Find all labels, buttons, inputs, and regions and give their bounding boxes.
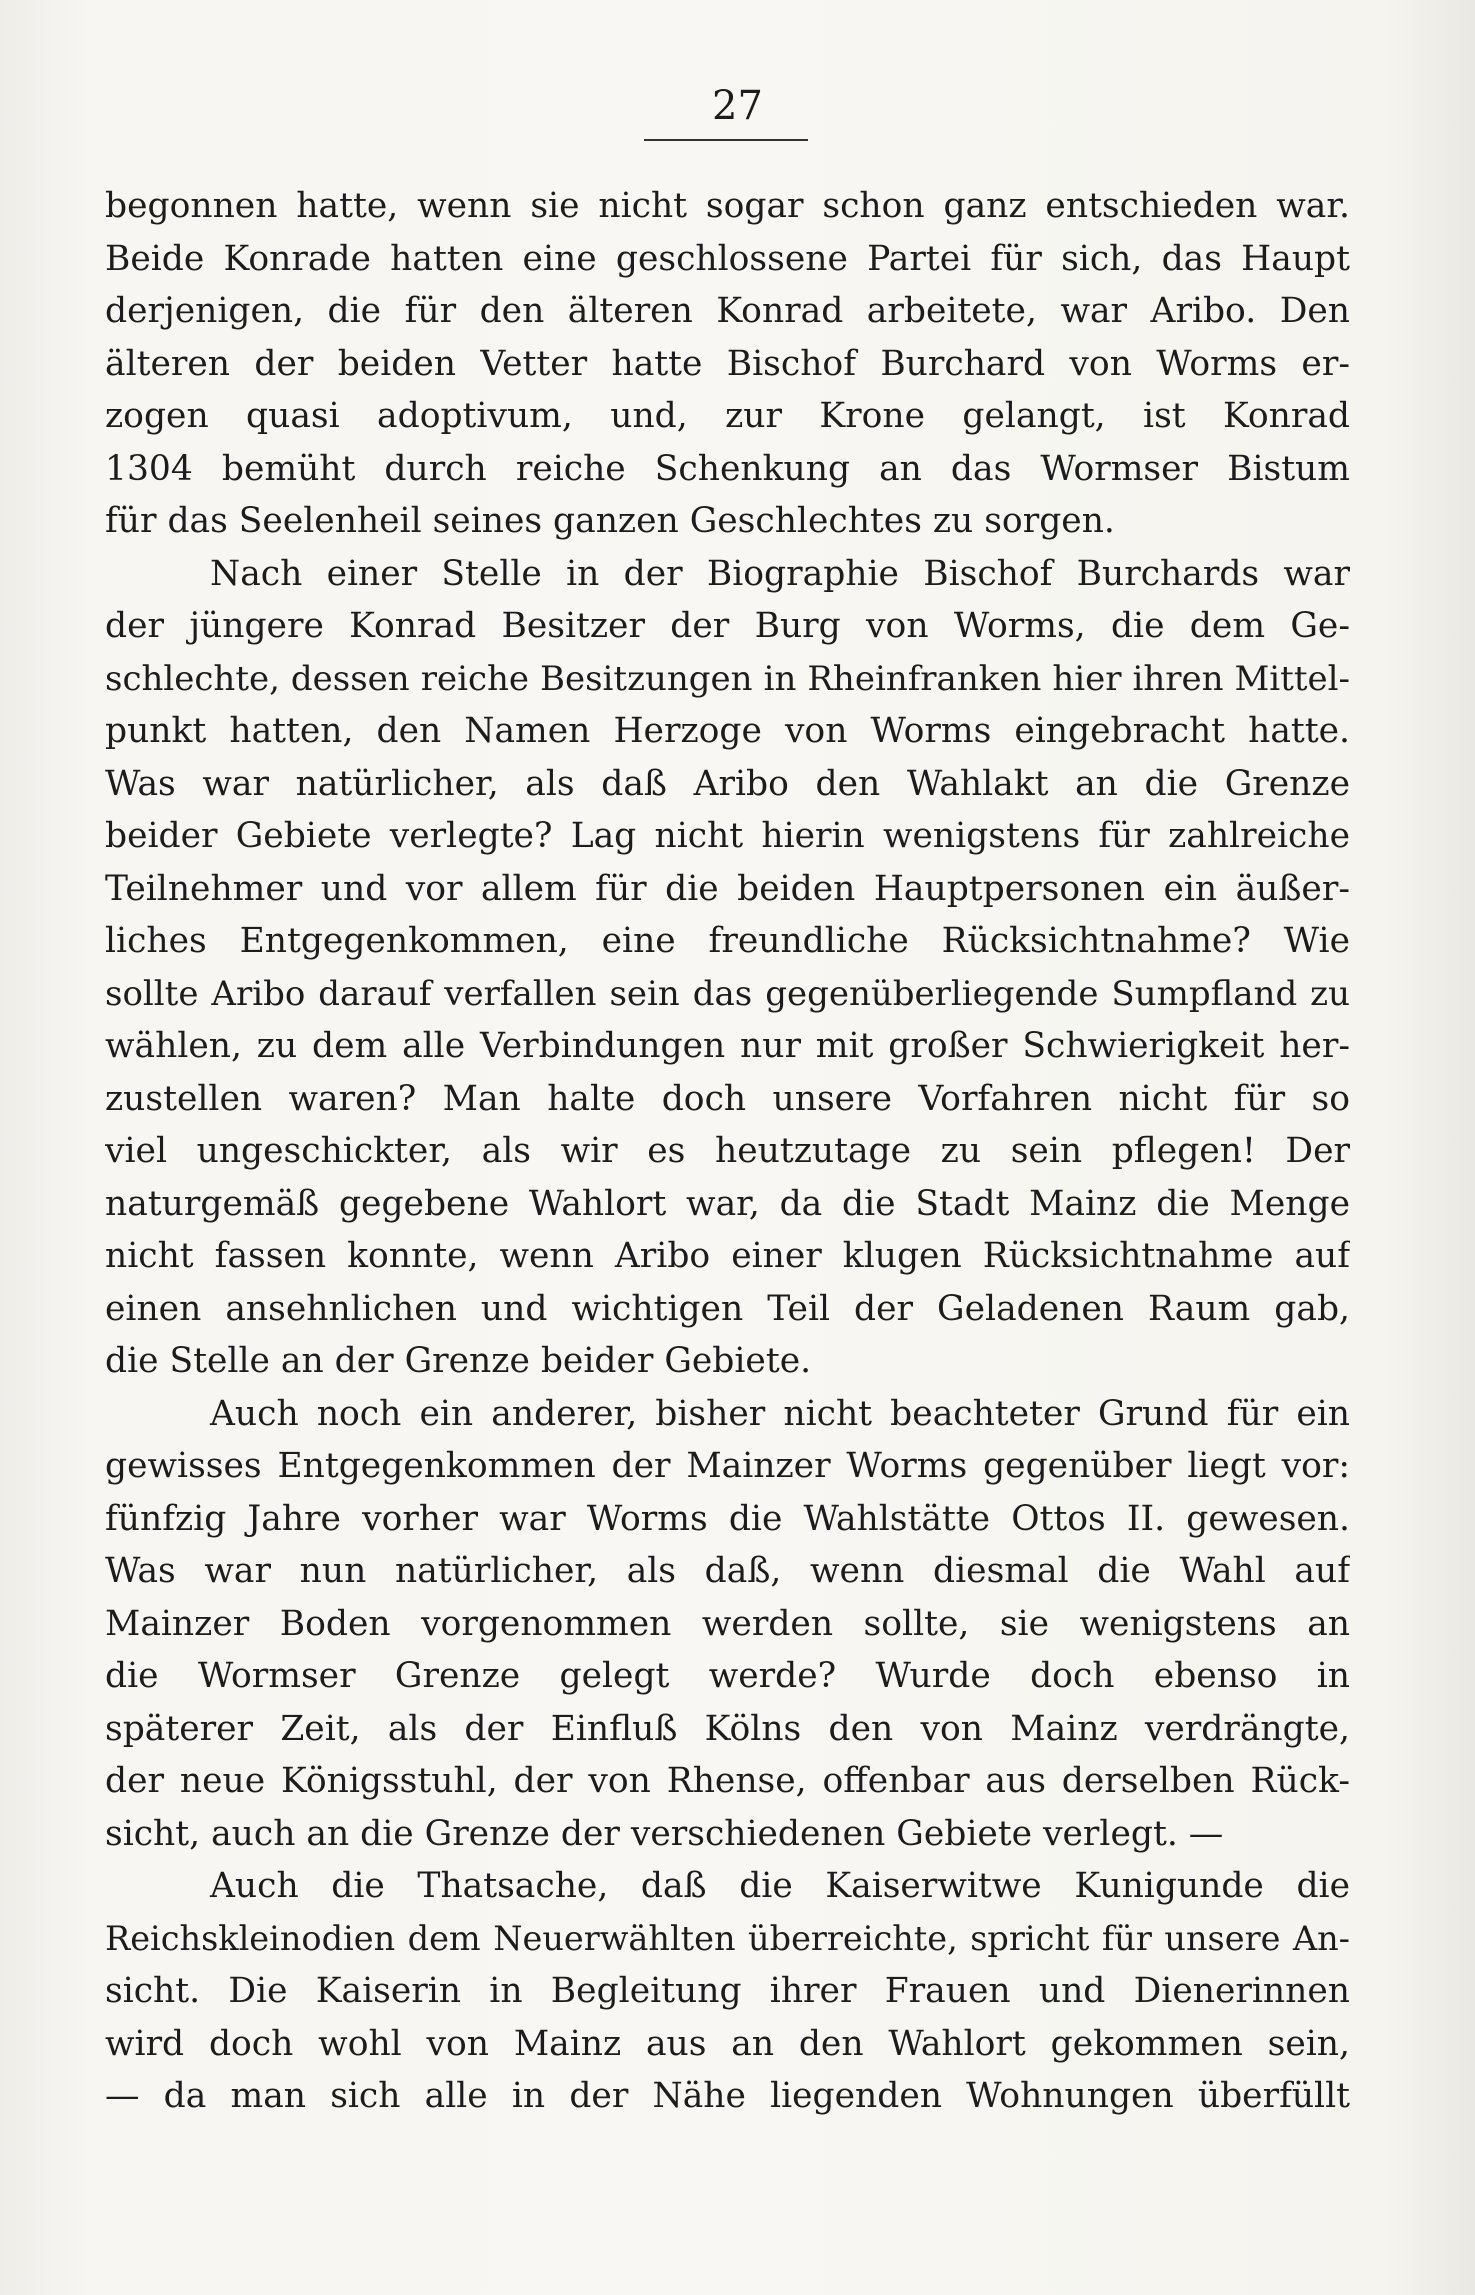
text-line: beider Gebiete verlegte? Lag nicht hierin wenigstens für zahlreiche <box>105 816 1350 856</box>
body-text <box>105 180 1350 2123</box>
text-line: Auch noch ein anderer, bisher nicht beachteter Grund für ein <box>210 1393 1350 1434</box>
text-line: zogen quasi adoptivum, und, zur Krone gelangt, ist Konrad <box>105 396 1350 436</box>
text-line: schlechte, dessen reiche Besitzungen in Rheinfranken hier ihren Mittel- <box>105 658 1350 699</box>
text-line: wird doch wohl von Mainz aus an den Wahlort gekommen sein, <box>105 2023 1350 2064</box>
text-line: gewisses Entgegenkommen der Mainzer Worms gegenüber liegt vor: <box>105 1446 1350 1486</box>
text-line: 1304 bemüht durch reiche Schenkung an das Wormser Bistum <box>105 448 1350 489</box>
page-number: 27 <box>712 83 763 129</box>
text-line: naturgemäß gegebene Wahlort war, da die Stadt Mainz die Menge <box>105 1183 1350 1224</box>
text-line: Teilnehmer und vor allem für die beiden Hauptpersonen ein äußer- <box>105 868 1350 909</box>
text-line: die Stelle an der Grenze beider Gebiete. <box>105 1341 812 1381</box>
text-line: liches Entgegenkommen, eine freundliche Rücksichtnahme? Wie <box>105 921 1350 961</box>
text-line: Nach einer Stelle in der Biographie Bischof Burchards war <box>210 553 1350 594</box>
text-line: zustellen waren? Man halte doch unsere Vorfahren nicht für so <box>105 1078 1350 1119</box>
text-line: derjenigen, die für den älteren Konrad arbeitete, war Aribo. Den <box>105 291 1350 331</box>
page-number-rule <box>644 139 808 141</box>
text-line: der neue Königsstuhl, der von Rhense, offenbar aus derselben Rück- <box>105 1761 1350 1801</box>
text-line: einen ansehnlichen und wichtigen Teil der Geladenen Raum gab, <box>105 1288 1350 1329</box>
text-line: Auch die Thatsache, daß die Kaiserwitwe Kunigunde die <box>210 1866 1350 1906</box>
text-line: Was war nun natürlicher, als daß, wenn diesmal die Wahl auf <box>105 1551 1350 1591</box>
text-line: sicht. Die Kaiserin in Begleitung ihrer Frauen und Dienerinnen <box>105 1971 1350 2011</box>
text-line: die Wormser Grenze gelegt werde? Wurde doch ebenso in <box>105 1656 1350 1696</box>
text-line: sollte Aribo darauf verfallen sein das gegenüberliegende Sumpfland zu <box>105 973 1350 1014</box>
text-line: späterer Zeit, als der Einfluß Kölns den von Mainz verdrängte, <box>105 1708 1350 1749</box>
text-line: für das Seelenheil seines ganzen Geschlechtes zu sorgen. <box>105 501 1115 541</box>
text-line: älteren der beiden Vetter hatte Bischof Burchard von Worms er- <box>105 343 1350 384</box>
text-line: sicht, auch an die Grenze der verschiedenen Gebiete verlegt. — <box>105 1813 1224 1854</box>
text-line: Was war natürlicher, als daß Aribo den Wahlakt an die Grenze <box>105 763 1350 804</box>
text-line: nicht fassen konnte, wenn Aribo einer klugen Rücksichtnahme auf <box>105 1236 1350 1276</box>
text-line: — da man sich alle in der Nähe liegenden Wohnungen überfüllt <box>105 2076 1350 2116</box>
text-line: begonnen hatte, wenn sie nicht sogar schon ganz entschieden war. <box>105 186 1350 226</box>
text-line: der jüngere Konrad Besitzer der Burg von Worms, die dem Ge- <box>105 606 1350 646</box>
text-line: viel ungeschickter, als wir es heutzutage zu sein pflegen! Der <box>105 1131 1350 1171</box>
text-line: wählen, zu dem alle Verbindungen nur mit großer Schwierigkeit her- <box>105 1026 1350 1066</box>
text-line: Mainzer Boden vorgenommen werden sollte, sie wenigstens an <box>105 1603 1350 1644</box>
text-line: Beide Konrade hatten eine geschlossene Partei für sich, das Haupt <box>105 238 1350 279</box>
text-line: fünfzig Jahre vorher war Worms die Wahlstätte Ottos II. gewesen. <box>105 1498 1350 1539</box>
text-line: Reichskleinodien dem Neuerwählten überreichte, spricht für unsere An- <box>105 1918 1350 1958</box>
text-line: punkt hatten, den Namen Herzoge von Worms eingebracht hatte. <box>105 711 1350 751</box>
